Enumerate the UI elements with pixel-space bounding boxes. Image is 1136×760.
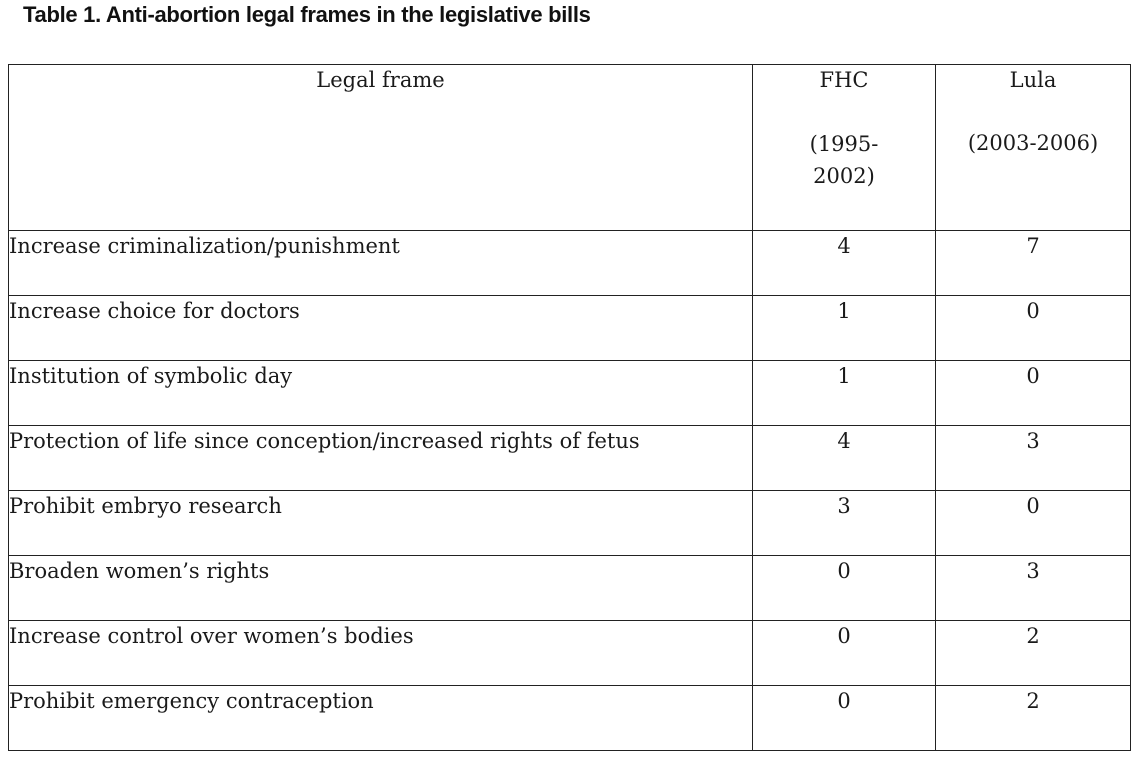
- table-row: [9, 491, 1131, 556]
- row-frame-label: Broaden women’s rights: [9, 556, 753, 621]
- row-fhc-count: 4: [753, 426, 936, 491]
- row-lula-count: 7: [936, 231, 1131, 296]
- table-row: [9, 556, 1131, 621]
- row-fhc-count: 1: [753, 296, 936, 361]
- row-frame-label: Institution of symbolic day: [9, 361, 753, 426]
- table-row: [9, 426, 1131, 491]
- table-row: [9, 296, 1131, 361]
- row-frame-label: Increase control over women’s bodies: [9, 621, 753, 686]
- row-frame-label: Increase choice for doctors: [9, 296, 753, 361]
- header-lula: [936, 65, 1131, 231]
- row-lula-count: 0: [936, 361, 1131, 426]
- table-header-row: [9, 65, 1131, 231]
- header-lula-name: Lula: [1009, 68, 1057, 92]
- header-legal-frame-label: Legal frame: [316, 68, 445, 92]
- header-fhc: [753, 65, 936, 231]
- row-fhc-count: 0: [753, 621, 936, 686]
- row-frame-label: Prohibit embryo research: [9, 491, 753, 556]
- header-lula-period: (2003-2006): [967, 131, 1099, 155]
- legal-frames-table: [8, 64, 1131, 751]
- row-lula-count: 3: [936, 426, 1131, 491]
- table-caption: Table 1. Anti-abortion legal frames in the legislative bills: [23, 2, 591, 27]
- row-frame-label: Protection of life since conception/increased rights of fetus: [9, 426, 753, 491]
- row-fhc-count: 0: [753, 686, 936, 751]
- row-lula-count: 2: [936, 686, 1131, 751]
- row-fhc-count: 0: [753, 556, 936, 621]
- row-frame-label: Prohibit emergency contraception: [9, 686, 753, 751]
- row-frame-label: Increase criminalization/punishment: [9, 231, 753, 296]
- table-row: [9, 621, 1131, 686]
- header-legal-frame: [9, 65, 753, 231]
- row-lula-count: 0: [936, 296, 1131, 361]
- header-fhc-period: (1995-2002): [809, 132, 879, 188]
- row-lula-count: 3: [936, 556, 1131, 621]
- header-fhc-name: FHC: [819, 68, 869, 92]
- row-fhc-count: 1: [753, 361, 936, 426]
- row-lula-count: 2: [936, 621, 1131, 686]
- row-fhc-count: 3: [753, 491, 936, 556]
- table-row: [9, 231, 1131, 296]
- row-lula-count: 0: [936, 491, 1131, 556]
- row-fhc-count: 4: [753, 231, 936, 296]
- table-row: [9, 686, 1131, 751]
- table-row: [9, 361, 1131, 426]
